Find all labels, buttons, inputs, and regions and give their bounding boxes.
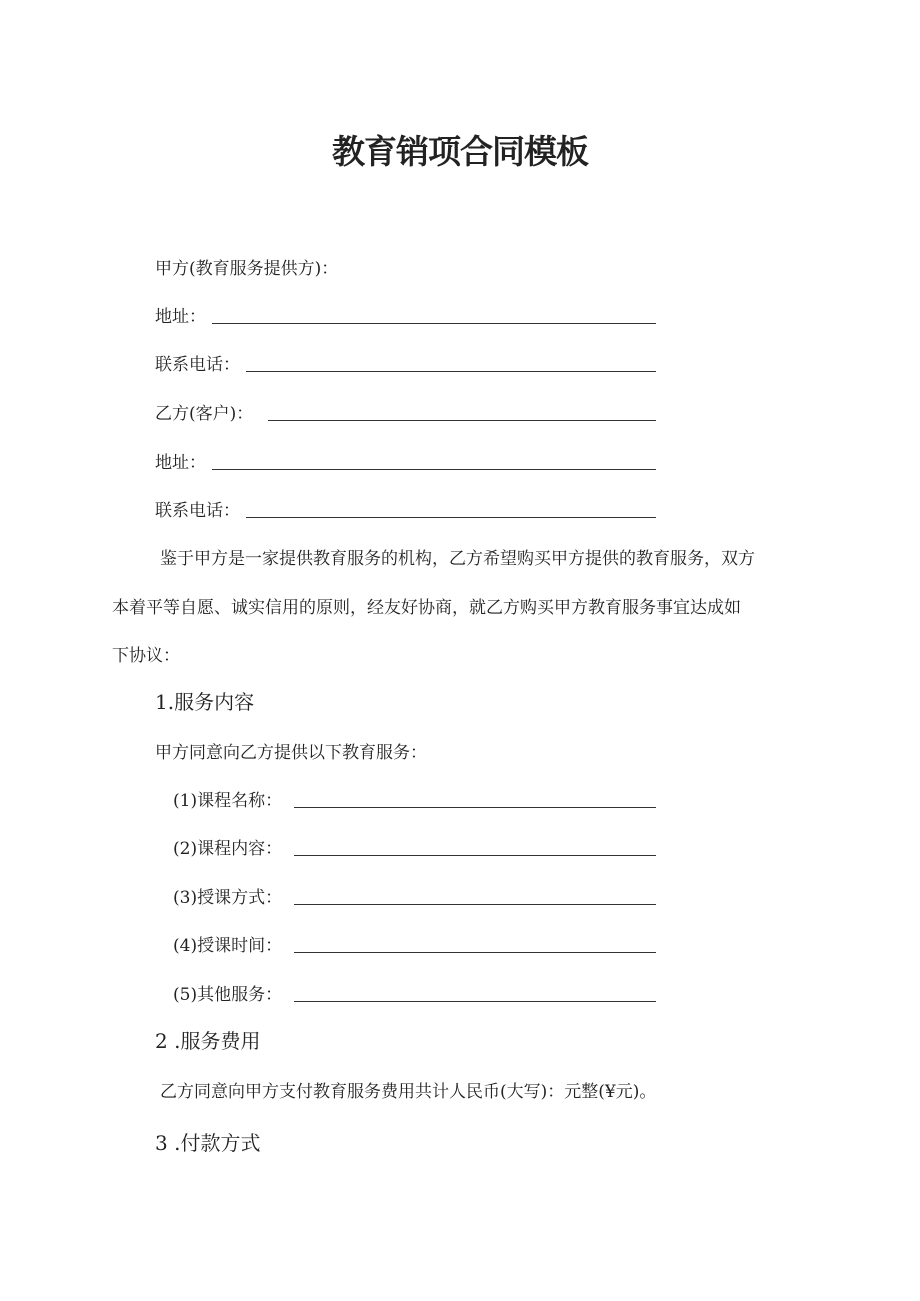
course-content-label: (2)课程内容： <box>173 839 283 859</box>
section-3-heading: 3 .付款方式 <box>155 1131 261 1155</box>
party-a-address-field[interactable] <box>212 323 656 324</box>
party-b-header: 乙方(客户)： <box>155 404 254 424</box>
other-services-field[interactable] <box>294 1001 656 1002</box>
teaching-method-label: (3)授课方式： <box>173 888 283 908</box>
teaching-time-field[interactable] <box>294 952 656 953</box>
preamble-line-2: 本着平等自愿、诚实信用的原则，经友好协商，就乙方购买甲方教育服务事宜达成如 <box>112 598 741 618</box>
section-1-intro: 甲方同意向乙方提供以下教育服务： <box>155 743 427 763</box>
other-services-label: (5)其他服务： <box>173 985 283 1005</box>
party-b-address-label: 地址： <box>155 453 206 473</box>
party-b-phone-label: 联系电话： <box>155 501 240 521</box>
course-name-label: (1)课程名称： <box>173 791 283 811</box>
party-a-phone-field[interactable] <box>246 371 656 372</box>
preamble-line-3: 下协议： <box>112 646 180 666</box>
teaching-time-label: (4)授课时间： <box>173 936 283 956</box>
section-2-heading: 2 .服务费用 <box>155 1029 261 1053</box>
party-b-name-field[interactable] <box>268 420 656 421</box>
preamble-line-1: 鉴于甲方是一家提供教育服务的机构，乙方希望购买甲方提供的教育服务，双方 <box>160 549 755 569</box>
document-title: 教育销项合同模板 <box>332 132 588 171</box>
party-a-header: 甲方(教育服务提供方)： <box>155 259 339 279</box>
course-content-field[interactable] <box>294 855 656 856</box>
teaching-method-field[interactable] <box>294 904 656 905</box>
party-b-phone-field[interactable] <box>246 517 656 518</box>
section-2-text: 乙方同意向甲方支付教育服务费用共计人民币(大写)：元整(¥元)。 <box>160 1082 657 1102</box>
party-a-address-label: 地址： <box>155 307 206 327</box>
party-b-address-field[interactable] <box>212 469 656 470</box>
course-name-field[interactable] <box>294 807 656 808</box>
section-1-heading: 1.服务内容 <box>155 690 255 714</box>
party-a-phone-label: 联系电话： <box>155 355 240 375</box>
